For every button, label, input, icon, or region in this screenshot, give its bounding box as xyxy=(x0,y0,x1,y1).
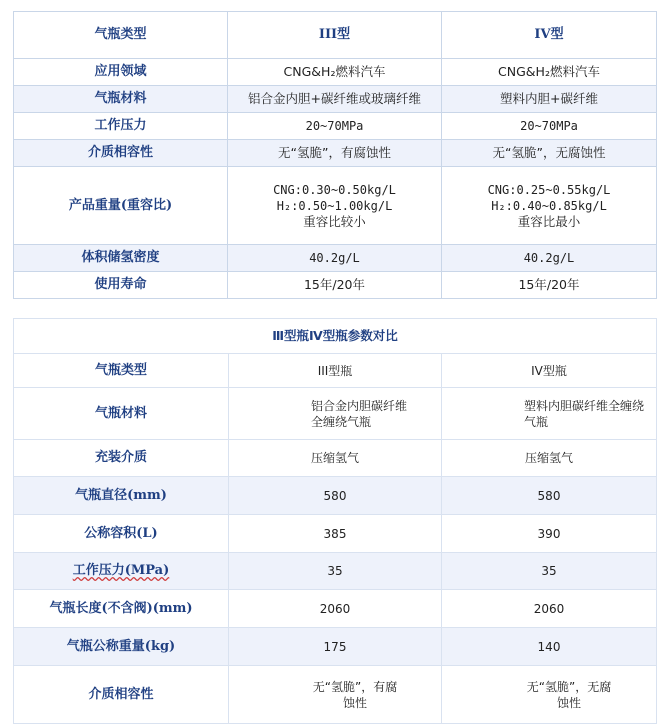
table-row xyxy=(14,666,657,724)
table-row xyxy=(14,477,657,515)
table-title: Ⅲ型瓶Ⅳ型瓶参数对比 xyxy=(14,319,657,354)
cell-line: H₂:0.50~1.00kg/L xyxy=(276,198,393,213)
table-row xyxy=(14,628,657,666)
row-label: 气瓶材料 xyxy=(14,388,229,440)
table-row xyxy=(14,140,657,167)
header-type-iii: III型 xyxy=(228,12,442,59)
cell-iv: 20~70MPa xyxy=(442,113,657,140)
cell-iv: 无“氢脆”，无腐蚀性 xyxy=(442,140,657,167)
cell-line: 重容比较小 xyxy=(303,213,366,229)
header-type-iv: IV型瓶 xyxy=(442,354,657,388)
cell-iv: 390 xyxy=(442,515,657,553)
table-row xyxy=(14,553,657,590)
header-type-iii: III型瓶 xyxy=(229,354,442,388)
cell-iv: 塑料内胆+碳纤维 xyxy=(442,86,657,113)
cell-iv: 塑料内胆碳纤维全缠绕气瓶 xyxy=(442,388,657,440)
row-label: 介质相容性 xyxy=(14,140,228,167)
cell-iii: CNG&H₂燃料汽车 xyxy=(228,59,442,86)
row-label xyxy=(14,553,229,590)
cell-line: CNG:0.30~0.50kg/L xyxy=(273,182,396,197)
table-header-row xyxy=(14,354,657,388)
cell-iii: 2060 xyxy=(229,590,442,628)
cell-iii: 无“氢脆”，有腐蚀性 xyxy=(229,666,442,724)
cell-iv: 2060 xyxy=(442,590,657,628)
cell-line: H₂:0.40~0.85kg/L xyxy=(491,198,607,213)
cell-iv: 压缩氢气 xyxy=(442,440,657,477)
header-type-label: 气瓶类型 xyxy=(14,12,228,59)
row-label: 气瓶材料 xyxy=(14,86,228,113)
table-row xyxy=(14,59,657,86)
cell-iii: 35 xyxy=(229,553,442,590)
row-label: 产品重量(重容比) xyxy=(14,167,228,245)
cell-iii: 铝合金内胆碳纤维全缠绕气瓶 xyxy=(229,388,442,440)
cell-iv: 40.2g/L xyxy=(442,245,657,272)
row-label: 公称容积(L) xyxy=(14,515,229,553)
cell-line: CNG:0.25~0.55kg/L xyxy=(487,182,611,197)
cell-iv: 580 xyxy=(442,477,657,515)
cell-iv: 无“氢脆”，无腐蚀性 xyxy=(442,666,657,724)
table-row xyxy=(14,245,657,272)
cell-iv: 140 xyxy=(442,628,657,666)
header-type-label: 气瓶类型 xyxy=(14,354,229,388)
cell-iii xyxy=(228,167,442,245)
cell-iv: 15年/20年 xyxy=(442,272,657,299)
header-type-iv: IV型 xyxy=(442,12,657,59)
table-row xyxy=(14,515,657,553)
table-header-row xyxy=(14,12,657,59)
table-title-row xyxy=(14,319,657,354)
table-row xyxy=(14,590,657,628)
row-label: 应用领域 xyxy=(14,59,228,86)
table-row xyxy=(14,388,657,440)
cell-iii: 无“氢脆”，有腐蚀性 xyxy=(228,140,442,167)
cell-iv: CNG&H₂燃料汽车 xyxy=(442,59,657,86)
table-row xyxy=(14,272,657,299)
row-label: 充装介质 xyxy=(14,440,229,477)
cylinder-parameter-table xyxy=(13,318,657,724)
cell-iii: 40.2g/L xyxy=(228,245,442,272)
row-label: 使用寿命 xyxy=(14,272,228,299)
hydrogen-cylinder-comparison-table xyxy=(13,11,657,299)
cell-iv: 35 xyxy=(442,553,657,590)
table-row xyxy=(14,86,657,113)
cell-iii: 20~70MPa xyxy=(228,113,442,140)
row-label-text: 工作压力(MPa) xyxy=(72,563,170,578)
row-label: 工作压力 xyxy=(14,113,228,140)
cell-iii: 铝合金内胆+碳纤维或玻璃纤维 xyxy=(228,86,442,113)
cell-iii: 580 xyxy=(229,477,442,515)
row-label: 气瓶长度(不含阀)(mm) xyxy=(14,590,229,628)
cell-iii: 385 xyxy=(229,515,442,553)
cell-line: 重容比最小 xyxy=(517,213,581,229)
row-label: 介质相容性 xyxy=(14,666,229,724)
row-label: 气瓶直径(mm) xyxy=(14,477,229,515)
cell-iii: 175 xyxy=(229,628,442,666)
table-row xyxy=(14,167,657,245)
row-label: 体积储氢密度 xyxy=(14,245,228,272)
table-row xyxy=(14,440,657,477)
cell-iii: 15年/20年 xyxy=(228,272,442,299)
table-row xyxy=(14,113,657,140)
row-label: 气瓶公称重量(kg) xyxy=(14,628,229,666)
cell-iv xyxy=(442,167,657,245)
cell-iii: 压缩氢气 xyxy=(229,440,442,477)
